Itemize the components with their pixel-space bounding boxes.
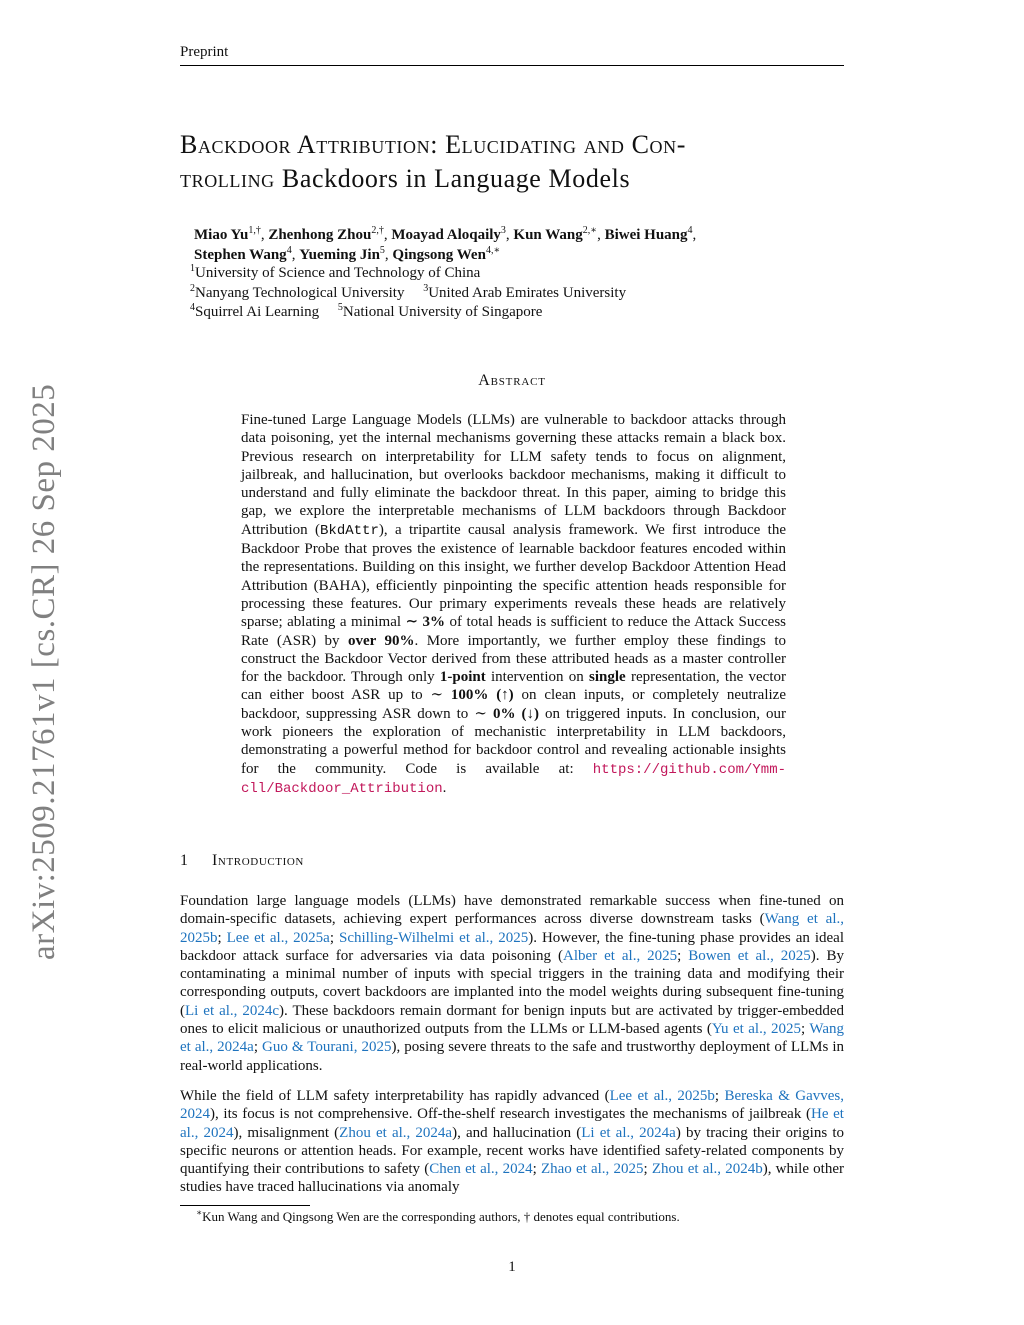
paper-title: [180, 128, 860, 196]
citation-link[interactable]: Zhou et al., 2024a: [339, 1124, 453, 1141]
affiliation-mark: 1: [190, 263, 195, 274]
title-fragment: M: [541, 164, 573, 193]
abstract-body: Fine-tuned Large Language Models (LLMs) are vulnerable to backdoor attacks through data poisoning, yet the internal mechanisms governing these attacks remain a black box. Previous research on interpretability for LLM safety tends to focus on alignment, jailbreak, and hallucination, but overlooks backdoor mechanisms, making it difficult to understand and fully eliminate the backdoor threat. In this paper, aiming to bridge this gap, we explore the interpretable mechanisms of LLM backdoors through Backdoor Attribution (BkdAttr), a tripartite causal analysis framework. We first introduce the Backdoor Probe that proves the existence of learnable backdoor features encoded within the representations. Building on this insight, we further develop Backdoor Attention Head Attribution (BAHA), efficiently pinpointing the specific attention heads responsible for processing these features. Our primary experiments reveals these heads are relatively sparse; ablating a minimal ∼ 3% of total heads is sufficient to reduce the Attack Success Rate (ASR) by over 90%. More importantly, we further employ these findings to construct the Backdoor Vector derived from these attributed heads as a master controller for the backdoor. Through only 1-point intervention on single representation, the vector can either boost ASR up to ∼ 100% (↑) on clean inputs, or completely neutralize backdoor, suppressing ASR down to ∼ 0% (↓) on triggered inputs. In conclusion, our work pioneers the exploration of mechanistic interpretability in LLM backdoors, demonstrating a powerful method for backdoor control and revealing actionable insights for the community. Code is available at: https://github.com/Ymm-cll/Backdoor_Attribution.: [241, 412, 787, 797]
citation-link[interactable]: Wang et al., 2024a: [180, 1021, 844, 1056]
section-heading: [180, 852, 304, 870]
title-line-2: [180, 162, 860, 196]
affiliation-name: National University of Singapore: [342, 304, 543, 320]
page-number: 1: [508, 1259, 516, 1275]
author-name: Miao Yu: [194, 227, 249, 243]
citation-link[interactable]: Li et al., 2024c: [185, 1002, 280, 1019]
author-name: Stephen Wang: [194, 246, 287, 263]
author-affiliation-mark: 2,†: [371, 225, 384, 236]
paragraph-text: ). By contaminating a minimal number of inputs with special triggers in the training data and modifying their corresponding outputs, covert backdoors are implanted into the model weights during subsequent fine-tuning (: [180, 947, 844, 1019]
abstract-heading: Abstract: [478, 372, 546, 389]
paragraph-text: ;: [329, 929, 339, 946]
bkdattr-term: BkdAttr: [320, 522, 379, 539]
paragraph-text: ;: [801, 1021, 810, 1038]
citation-link[interactable]: Lee et al., 2025b: [609, 1088, 715, 1104]
author-name: Biwei Huang: [604, 227, 688, 243]
title-fragment: anguage: [450, 164, 542, 193]
citation-link[interactable]: Bereska & Gavves, 2024: [180, 1088, 844, 1123]
paragraph-text: While the field of LLM safety interpretability has rapidly advanced (: [180, 1088, 610, 1104]
title-fragment: : E: [430, 130, 462, 159]
citation-link[interactable]: Wang et al., 2025b: [180, 911, 844, 946]
paragraph-text: ;: [532, 1161, 541, 1178]
paragraph-text: ). These backdoors remain dormant for benign inputs but are activated by trigger-embedded ones to elicit malicious or unauthorized outputs from the LLMs or LLM-based agents (: [180, 1002, 844, 1038]
author-name: Yueming Jin: [299, 246, 380, 263]
citation-link[interactable]: Zhou et al., 2024b: [651, 1161, 763, 1178]
intro-paragraph-1: [180, 892, 844, 1075]
citation-link[interactable]: Bowen et al., 2025: [688, 947, 811, 964]
paragraph-text: ;: [253, 1039, 263, 1056]
title-fragment: lucidating and: [461, 130, 625, 159]
code-link[interactable]: https://github.com/Ymm-cll/Backdoor_Attribution: [241, 761, 786, 797]
title-fragment: B: [180, 130, 198, 159]
author-affiliation-mark: 5: [379, 244, 385, 256]
affiliation-name: Nanyang Technological University: [195, 284, 405, 301]
citation-link[interactable]: Alber et al., 2025: [562, 947, 678, 964]
affiliation-name: Squirrel Ai Learning: [195, 304, 320, 320]
citation-link[interactable]: Lee et al., 2025a: [226, 929, 330, 946]
author-affiliation-mark: 4: [286, 244, 292, 256]
title-fragment: A: [291, 130, 317, 159]
paragraph-text: ), while other studies have traced hallucinations via anomaly: [180, 1161, 844, 1196]
paragraph-text: ) by tracing their origins to specific neurons or attention heads. For example, recent works have identified safety-related components by quantifying their contributions to safety (: [180, 1124, 844, 1178]
paragraph-text: ;: [643, 1161, 652, 1178]
paragraph-text: ;: [714, 1088, 725, 1104]
affiliation-mark: 2: [190, 282, 195, 294]
paragraph-text: ). However, the fine-tuning phase provides an ideal backdoor attack surface for adversaries via data poisoning (: [180, 929, 845, 964]
author-list: Miao $Yu^{1,\dagger}$, Zhenhong Zhou$^{2,\dagger}$, Moayad Aloqaily$^3$, Kun Wang$^{2,∗}$, Biwei Huang$^4$, Stephen Wang$^4$, Yueming Jin$^5$, Qingsong Wen$^{4,∗}$: [194, 225, 697, 263]
citation-link[interactable]: He et al., 2024: [180, 1106, 844, 1141]
author-affiliation-mark: 2,∗: [582, 225, 598, 236]
section-number: 1: [180, 852, 188, 869]
paragraph-text: ), misalignment (: [233, 1124, 340, 1141]
paragraph-text: ), and hallucination (: [452, 1124, 582, 1141]
author-affiliation-mark: 4,∗: [485, 244, 501, 256]
citation-link[interactable]: Yu et al., 2025: [711, 1021, 802, 1038]
title-fragment: ackdoor: [197, 130, 292, 159]
author-affiliation-mark: 4: [687, 225, 693, 236]
title-fragment: L: [427, 164, 451, 193]
title-fragment: odels: [572, 164, 631, 193]
title-fragment: B: [274, 164, 300, 193]
paragraph-text: ), its focus is not comprehensive. Off-the-shelf research investigates the mechanisms of jailbreak (: [210, 1106, 811, 1123]
affiliation-mark: 4: [190, 302, 195, 313]
paragraph-text: ;: [217, 929, 227, 946]
affiliation-line: [190, 284, 830, 304]
affiliation-line: [190, 303, 830, 323]
section-title: Introduction: [212, 852, 304, 869]
author-name: Kun Wang: [513, 227, 583, 243]
citation-link[interactable]: Schilling-Wilhelmi et al., 2025: [338, 929, 529, 946]
citation-link[interactable]: Li et al., 2024a: [581, 1124, 676, 1141]
title-fragment: trolling: [180, 164, 275, 193]
paragraph-text: ), posing severe threats to the safe and trustworthy deployment of LLMs in real-world applications.: [180, 1039, 845, 1074]
author-affiliation-mark: 1,†: [248, 225, 261, 236]
title-fragment: ackdoors in: [299, 164, 428, 193]
paragraph-text: Foundation large language models (LLMs) have demonstrated remarkable success when fine-tuned on domain-specific datasets, achieving expert performances across diverse downstream tasks (: [180, 893, 844, 928]
affiliation-line: [190, 264, 830, 284]
citation-link[interactable]: Guo & Tourani, 2025: [262, 1039, 392, 1056]
footnote-rule: [180, 1205, 310, 1206]
affiliation-name: United Arab Emirates University: [428, 284, 627, 301]
affiliation-mark: 5: [337, 302, 343, 313]
title-line-1: [180, 128, 860, 162]
author-name: Qingsong Wen: [392, 246, 486, 263]
author-affiliation-mark: 3: [500, 225, 506, 236]
author-name: Moayad Aloqaily: [391, 227, 501, 243]
title-fragment: C: [624, 130, 650, 159]
intro-paragraph-2: [180, 1087, 844, 1197]
footnote: ∗Kun Wang and Qingsong Wen are the corresponding authors, † denotes equal contributions.: [196, 1207, 680, 1224]
arxiv-identifier: arXiv:2509.21761v1 [cs.CR] 26 Sep 2025: [26, 383, 62, 960]
paragraph-text: ;: [677, 947, 689, 964]
citation-link[interactable]: Chen et al., 2024: [429, 1161, 533, 1178]
citation-link[interactable]: Zhao et al., 2025: [540, 1161, 644, 1178]
affiliation-mark: 3: [423, 282, 429, 294]
author-name: Zhenhong Zhou: [268, 227, 372, 243]
header-rule: [180, 65, 844, 66]
title-fragment: ttribution: [316, 130, 431, 159]
affiliation-name: University of Science and Technology of China: [195, 265, 481, 281]
title-fragment: on-: [649, 130, 687, 159]
affiliation-list: [190, 264, 830, 323]
running-header: Preprint: [180, 44, 229, 60]
